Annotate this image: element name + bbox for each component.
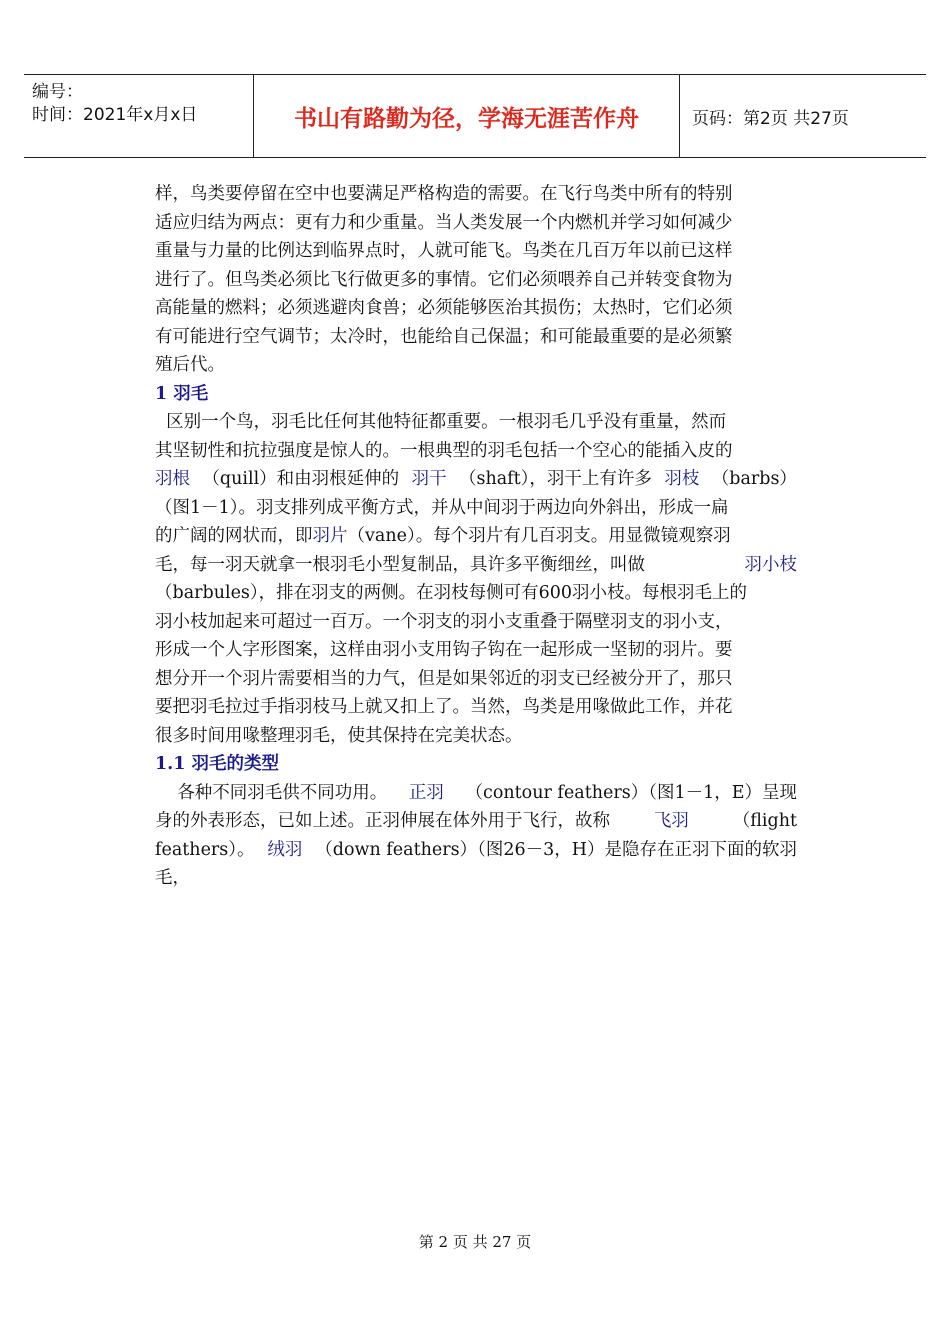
text-segment: 样，鸟类要停留在空中也要满足严格构造的需要。在飞行鸟类中所有的特别 <box>155 184 733 204</box>
text-line <box>155 722 797 751</box>
text-line <box>155 465 797 494</box>
text-segment: 各种不同羽毛供不同功用。 <box>155 782 388 803</box>
section-heading <box>155 750 797 779</box>
text-line <box>155 408 797 437</box>
text-line <box>155 551 797 580</box>
document-date: 时间：2021年x月x日 <box>32 105 198 125</box>
text-segment: 1.1 羽毛的类型 <box>155 754 280 774</box>
text-line <box>155 494 797 523</box>
term-link[interactable]: 正羽 <box>408 782 444 803</box>
text-line <box>155 209 797 238</box>
text-segment: 有可能进行空气调节；太冷时，也能给自己保温；和可能最重要的是必须繁 <box>155 326 733 347</box>
text-line <box>155 323 797 352</box>
text-segment: 要把羽毛拉过手指羽枝马上就又扣上了。当然，鸟类是用喙做此工作，并花 <box>155 697 733 717</box>
term-link[interactable]: 羽根 <box>155 469 190 489</box>
text-line <box>155 807 797 836</box>
text-segment: 适应归结为两点：更有力和少重量。当人类发展一个内燃机并学习如何减少 <box>155 212 733 233</box>
header-motto: 书山有路勤为径，学海无涯苦作舟 <box>254 75 680 157</box>
term-link[interactable]: 绒羽 <box>267 839 303 860</box>
page-footer: 第 2 页 共 27 页 <box>418 1233 532 1251</box>
text-segment: 重量与力量的比例达到临界点时，人就可能飞。鸟类在几百万年以前已这样 <box>155 241 733 261</box>
page-header <box>24 74 926 158</box>
text-segment: （vane）。每个羽片有几百羽支。用显微镜观察羽 <box>347 526 731 546</box>
text-line <box>155 294 797 323</box>
text-segment: 其坚韧性和抗拉强度是惊人的。一根典型的羽毛包括一个空心的能插入皮的 <box>155 440 733 461</box>
text-line <box>155 636 797 665</box>
text-segment: 殖后代。 <box>155 355 225 375</box>
text-segment: 1 羽毛 <box>155 383 209 404</box>
text-line <box>155 665 797 694</box>
text-line <box>155 266 797 295</box>
header-page-info: 页码：第2页 共27页 <box>692 108 849 129</box>
section-heading <box>155 380 797 409</box>
text-segment: （contour feathers）（图1－1，E）呈现 <box>465 782 797 803</box>
text-segment: 身的外表形态，已如上述。正羽伸展在体外用于飞行，故称 <box>155 811 610 831</box>
term-link[interactable]: 羽枝 <box>664 469 700 489</box>
text-line <box>155 836 797 865</box>
term-link[interactable]: 羽干 <box>411 469 447 489</box>
text-line <box>155 779 797 808</box>
text-segment: 毛， <box>155 868 190 888</box>
document-body <box>155 180 797 893</box>
text-line <box>155 180 797 209</box>
text-segment: 的广阔的网状而，即 <box>155 526 313 546</box>
text-segment: （quill）和由羽根延伸的 <box>202 469 400 489</box>
text-line <box>155 351 797 380</box>
header-meta <box>24 75 254 157</box>
text-segment: 羽小枝加起来可超过一百万。一个羽支的羽小支重叠于隔壁羽支的羽小支， <box>155 611 733 632</box>
text-segment: 毛，每一羽天就拿一根羽毛小型复制品，具许多平衡细丝，叫做 <box>155 554 645 575</box>
text-segment: 高能量的燃料；必须逃避肉食兽；必须能够医治其损伤；太热时，它们必须 <box>155 298 733 318</box>
text-line <box>155 608 797 637</box>
text-segment: （barbules），排在羽支的两侧。在羽枝每侧可有600羽小枝。每根羽毛上的 <box>155 583 748 603</box>
text-line <box>155 522 797 551</box>
text-line <box>155 579 797 608</box>
text-line <box>155 693 797 722</box>
text-segment: 很多时间用喙整理羽毛，使其保持在完美状态。 <box>155 725 523 746</box>
term-link[interactable]: 飞羽 <box>653 811 689 831</box>
text-segment: 区别一个鸟，羽毛比任何其他特征都重要。一根羽毛几乎没有重量，然而 <box>155 412 727 432</box>
text-segment: （flight <box>732 811 797 831</box>
document-number-label: 编号： <box>32 82 83 102</box>
text-segment: feathers）。 <box>155 839 255 860</box>
text-segment: 进行了。但鸟类必须比飞行做更多的事情。它们必须喂养自己并转变食物为 <box>155 269 733 290</box>
text-segment: 想分开一个羽片需要相当的力气，但是如果邻近的羽支已经被分开了，那只 <box>155 668 733 689</box>
text-line <box>155 864 797 893</box>
text-segment: （down feathers）（图26－3，H）是隐存在正羽下面的软羽 <box>315 839 797 860</box>
text-line <box>155 437 797 466</box>
text-line <box>155 237 797 266</box>
text-segment: （图1－1）。羽支排列成平衡方式，并从中间羽于两边向外斜出，形成一扁 <box>155 497 729 518</box>
term-link[interactable]: 羽片 <box>312 526 348 546</box>
text-segment: （shaft），羽干上有许多 <box>458 469 652 489</box>
text-segment: （barbs） <box>711 469 797 489</box>
term-link[interactable]: 羽小枝 <box>744 554 797 575</box>
text-segment: 形成一个人字形图案，这样由羽小支用钩子钩在一起形成一坚韧的羽片。要 <box>155 640 733 660</box>
